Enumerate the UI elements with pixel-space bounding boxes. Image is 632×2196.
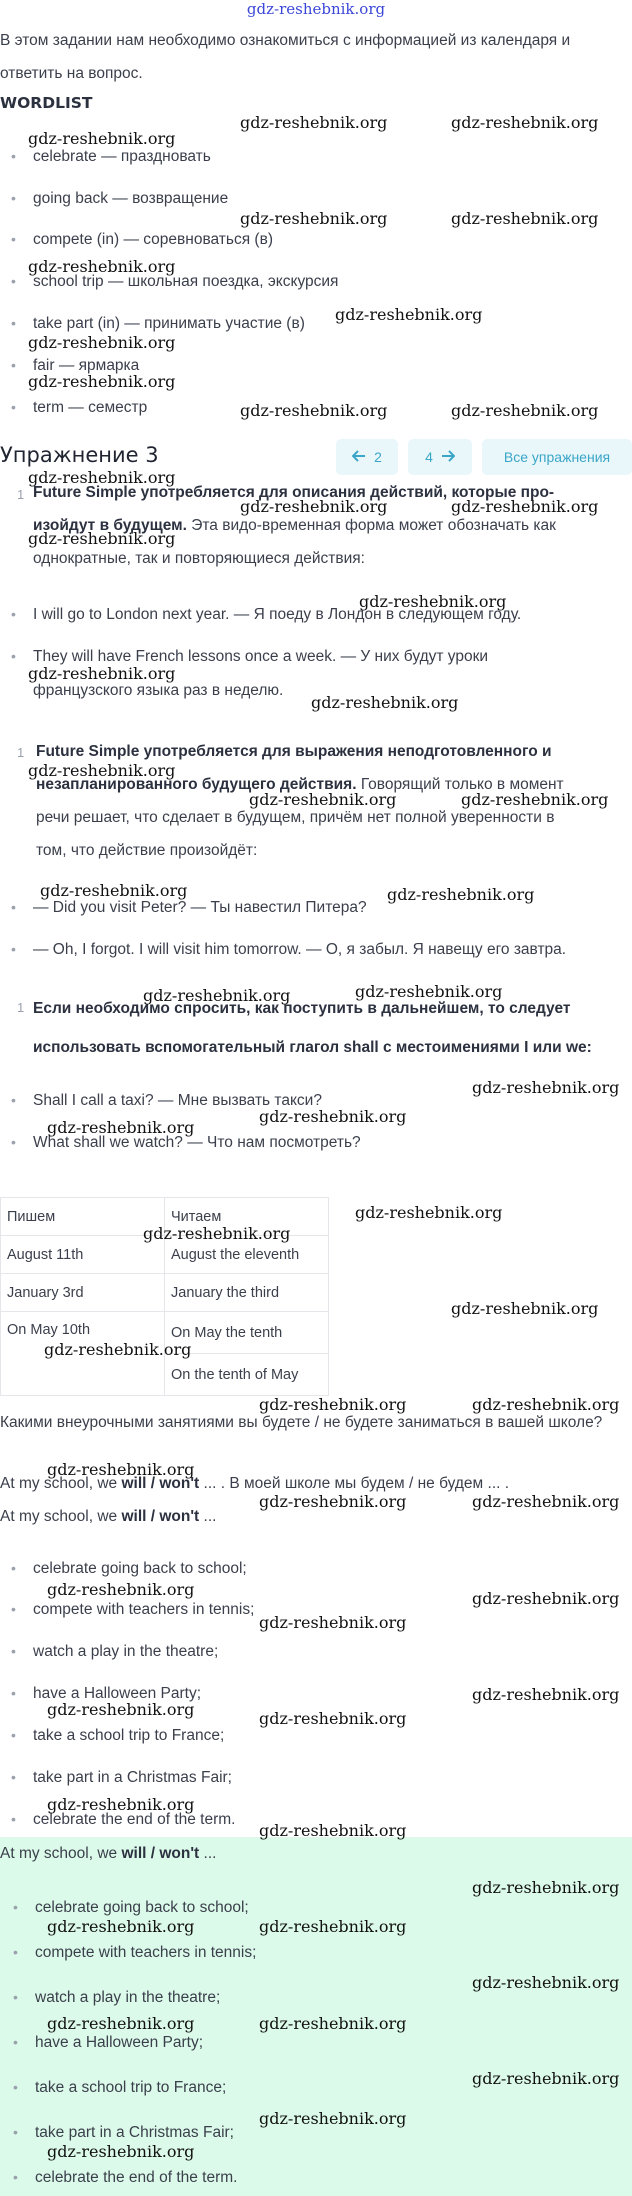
table-row: [1, 1274, 329, 1312]
list-item: • term — семестр: [33, 399, 147, 417]
watermark: gdz-reshebnik.org: [28, 372, 176, 391]
watermark: gdz-reshebnik.org: [240, 401, 388, 420]
arrow-right-icon: [441, 449, 455, 465]
list-item: • celebrate going back to school;: [35, 1899, 249, 1917]
stem-bold: will / won't: [121, 1508, 200, 1525]
list-item: • What shall we watch? — Что нам посмотреть?: [33, 1134, 361, 1152]
note-number: 1: [17, 487, 25, 502]
watermark: gdz-reshebnik.org: [240, 209, 388, 228]
stem-text: ...: [199, 1508, 217, 1525]
all-exercises-button[interactable]: [482, 439, 632, 475]
table-cell: August 11th: [1, 1236, 165, 1274]
prompt-text: ... . В моей школе мы будем / не будем ... .: [199, 1475, 510, 1492]
watermark: gdz-reshebnik.org: [335, 305, 483, 324]
watermark: gdz-reshebnik.org: [259, 1709, 407, 1728]
note-bold: Если необходимо спросить, как поступить в дальнейшем, то следует: [33, 1000, 571, 1017]
watermark: gdz-reshebnik.org: [47, 1917, 195, 1936]
list-item: • celebrate the end of the term.: [33, 1811, 235, 1829]
stem-bold: will / won't: [121, 1845, 200, 1862]
note-text: том, что действие произойдёт:: [36, 842, 258, 859]
watermark: gdz-reshebnik.org: [28, 333, 176, 352]
prompt-bold: will / won't: [121, 1475, 200, 1492]
watermark: gdz-reshebnik.org: [28, 468, 176, 487]
watermark: gdz-reshebnik.org: [451, 113, 599, 132]
note-text: Говорящий только в момент: [356, 776, 564, 793]
watermark: gdz-reshebnik.org: [259, 1917, 407, 1936]
note-number: 1: [17, 1000, 25, 1015]
table-cell: January the third: [165, 1274, 329, 1312]
watermark: gdz-reshebnik.org: [472, 1078, 620, 1097]
list-item: • I will go to London next year. — Я поеду в Лондон в следующем году.: [33, 606, 521, 624]
arrow-left-icon: [352, 449, 366, 465]
site-title[interactable]: gdz-reshebnik.org: [246, 0, 386, 18]
table-cell: August the eleventh: [165, 1236, 329, 1274]
prompt-text: At my school, we: [0, 1475, 122, 1492]
watermark: gdz-reshebnik.org: [451, 497, 599, 516]
watermark: gdz-reshebnik.org: [451, 209, 599, 228]
watermark: gdz-reshebnik.org: [472, 1685, 620, 1704]
exercise-title: Упражнение 3: [0, 443, 159, 467]
task-intro: В этом задании нам необходимо ознакомиться с информацией из календаря и ответить на вопрос.: [0, 32, 571, 82]
watermark: gdz-reshebnik.org: [47, 1795, 195, 1814]
stem-text: At my school, we: [0, 1845, 122, 1862]
watermark: gdz-reshebnik.org: [47, 1460, 195, 1479]
watermark: gdz-reshebnik.org: [249, 790, 397, 809]
note-text: речи решает, что сделает в будущем, причём нет полной уверенности в: [36, 809, 555, 826]
table-header-cell: Читаем: [165, 1198, 329, 1236]
watermark: gdz-reshebnik.org: [472, 1492, 620, 1511]
list-item: • have a Halloween Party;: [35, 2034, 203, 2052]
table-cell: On the tenth of May: [165, 1354, 329, 1396]
list-item: • take a school trip to France;: [33, 1727, 224, 1745]
watermark: gdz-reshebnik.org: [472, 1878, 620, 1897]
prev-exercise-label: 2: [374, 449, 382, 465]
watermark: gdz-reshebnik.org: [259, 1613, 407, 1632]
table-cell: On May the tenth: [165, 1312, 329, 1354]
note-number: 1: [17, 745, 25, 760]
grammar-note-3: [33, 992, 613, 1071]
question-text: Какими внеурочными занятиями вы будете / не будете заниматься в вашей школе?: [0, 1414, 603, 1431]
watermark: gdz-reshebnik.org: [472, 1973, 620, 1992]
watermark: gdz-reshebnik.org: [359, 592, 507, 611]
list-item: • school trip — школьная поездка, экскурсия: [33, 273, 338, 291]
watermark: gdz-reshebnik.org: [259, 2109, 407, 2128]
note-bold: незапланированного будущего действия.: [36, 776, 357, 793]
list-item: • compete with teachers in tennis;: [33, 1601, 254, 1619]
stem-text: At my school, we: [0, 1508, 122, 1525]
note-bold: использовать вспомогательный глагол shall с местоимениями I или we:: [33, 1039, 592, 1056]
watermark: gdz-reshebnik.org: [355, 982, 503, 1001]
table-cell: On May 10th: [1, 1312, 165, 1396]
watermark: gdz-reshebnik.org: [47, 1580, 195, 1599]
list-item: • fair — ярмарка: [33, 357, 139, 375]
list-item: • take part in a Christmas Fair;: [35, 2124, 234, 2142]
watermark: gdz-reshebnik.org: [28, 129, 176, 148]
watermark: gdz-reshebnik.org: [47, 1700, 195, 1719]
watermark: gdz-reshebnik.org: [28, 761, 176, 780]
watermark: gdz-reshebnik.org: [28, 664, 176, 683]
watermark: gdz-reshebnik.org: [240, 113, 388, 132]
all-exercises-label: Все упражнения: [503, 449, 611, 465]
note-text: однократные, так и повторяющиеся действия:: [33, 550, 365, 567]
list-item: • compete with teachers in tennis;: [35, 1944, 256, 1962]
watermark: gdz-reshebnik.org: [143, 986, 291, 1005]
watermark: gdz-reshebnik.org: [451, 401, 599, 420]
list-item: • — Did you visit Peter? — Ты навестил Питера?: [33, 899, 367, 917]
watermark: gdz-reshebnik.org: [28, 257, 176, 276]
answer-stem: [0, 1845, 216, 1863]
watermark: gdz-reshebnik.org: [28, 529, 176, 548]
next-exercise-label: 4: [425, 449, 433, 465]
watermark: gdz-reshebnik.org: [472, 1589, 620, 1608]
list-item: • have a Halloween Party;: [33, 1685, 201, 1703]
watermark: gdz-reshebnik.org: [259, 1107, 407, 1126]
watermark: gdz-reshebnik.org: [259, 1492, 407, 1511]
list-item: • going back — возвращение: [33, 190, 228, 208]
list-item: • compete (in) — соревноваться (в): [33, 231, 273, 249]
watermark: gdz-reshebnik.org: [387, 885, 535, 904]
list-item: • celebrate — праздновать: [33, 148, 211, 166]
watermark: gdz-reshebnik.org: [472, 1395, 620, 1414]
list-item: • — Oh, I forgot. I will visit him tomorrow. — О, я забыл. Я навещу его завтра.: [33, 941, 566, 959]
watermark: gdz-reshebnik.org: [240, 497, 388, 516]
stem-text: ...: [199, 1845, 217, 1862]
list-item: • take part (in) — принимать участие (в): [33, 315, 305, 333]
note-bold: изойдут в будущем.: [33, 517, 187, 534]
question-stem: [0, 1508, 216, 1526]
watermark: gdz-reshebnik.org: [472, 2069, 620, 2088]
list-item: • Shall I call a taxi? — Мне вызвать такси?: [33, 1092, 322, 1110]
watermark: gdz-reshebnik.org: [259, 2014, 407, 2033]
table-cell: January 3rd: [1, 1274, 165, 1312]
grammar-note-1: [33, 476, 613, 575]
list-item: • celebrate the end of the term.: [35, 2169, 237, 2187]
watermark: gdz-reshebnik.org: [44, 1340, 192, 1359]
watermark: gdz-reshebnik.org: [143, 1224, 291, 1243]
list-item: • take a school trip to France;: [35, 2079, 226, 2097]
watermark: gdz-reshebnik.org: [355, 1203, 503, 1222]
watermark: gdz-reshebnik.org: [311, 693, 459, 712]
prev-exercise-button[interactable]: [336, 439, 398, 475]
note-bold: Future Simple употребляется для выражения неподготовленного и: [36, 743, 552, 760]
list-item: • They will have French lessons once a week. — У них будут уроки: [33, 648, 488, 666]
watermark: gdz-reshebnik.org: [451, 1299, 599, 1318]
watermark: gdz-reshebnik.org: [47, 2014, 195, 2033]
example-continuation: французского языка раз в неделю.: [33, 682, 284, 699]
next-exercise-button[interactable]: [408, 439, 472, 475]
list-item: • take part in a Christmas Fair;: [33, 1769, 232, 1787]
list-item: • celebrate going back to school;: [33, 1560, 247, 1578]
list-item: • watch a play in the theatre;: [35, 1989, 220, 2007]
wordlist-heading: WORDLIST: [0, 94, 93, 112]
watermark: gdz-reshebnik.org: [461, 790, 609, 809]
watermark: gdz-reshebnik.org: [40, 881, 188, 900]
watermark: gdz-reshebnik.org: [259, 1395, 407, 1414]
table-header-cell: Пишем: [1, 1198, 165, 1236]
note-bold: Future Simple употребляется для описания действий, которые про-: [33, 484, 555, 501]
watermark: gdz-reshebnik.org: [47, 1118, 195, 1137]
list-item: • watch a play in the theatre;: [33, 1643, 218, 1661]
watermark: gdz-reshebnik.org: [259, 1821, 407, 1840]
note-text: Эта видо-временная форма может обозначать как: [186, 517, 556, 534]
watermark: gdz-reshebnik.org: [47, 2142, 195, 2161]
